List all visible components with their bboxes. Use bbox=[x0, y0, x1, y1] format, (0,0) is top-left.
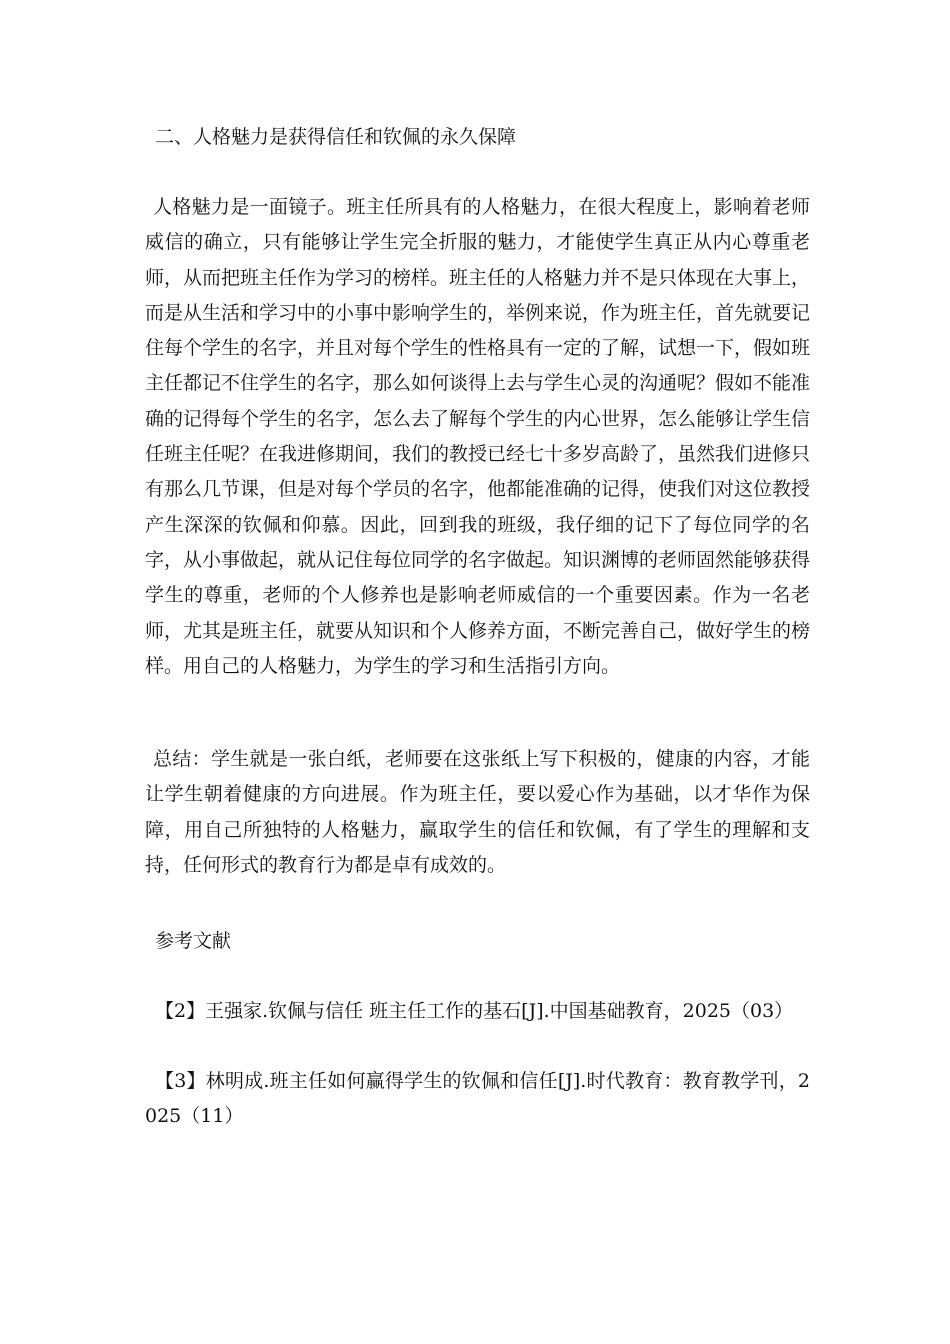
summary-paragraph: 总结：学生就是一张白纸，老师要在这张纸上写下积极的，健康的内容，才能让学生朝着健康的方向进展。作为班主任，要以爱心作为基础，以才华作为保障，用自己所独特的人格魅力，赢取学生的信任和钦佩，有了学生的理解和支持，任何形式的教育行为都是卓有成效的。 bbox=[145, 748, 810, 876]
section-heading: 二、人格魅力是获得信任和钦佩的永久保障 bbox=[155, 126, 517, 148]
body-paragraph: 人格魅力是一面镜子。班主任所具有的人格魅力，在很大程度上，影响着老师威信的确立，只有能够让学生完全折服的魅力，才能使学生真正从内心尊重老师，从而把班主任作为学习的榜样。班主任的人格魅力并不是只体现在大事上，而是从生活和学习中的小事中影响学生的，举例来说，作为班主任，首先就要记住每个学生的名字，并且对每个学生的性格具有一定的了解，试想一下，假如班主任都记不住学生的名字，那么如何谈得上去与学生心灵的沟通呢？假如不能准确的记得每个学生的名字，怎么去了解每个学生的内心世界，怎么能够让学生信任班主任呢？在我进修期间，我们的教授已经七十多岁高龄了，虽然我们进修只有那么几节课，但是对每个学员的名字，他都能准确的记得，使我们对这位教授产生深深的钦佩和仰慕。因此，回到我的班级，我仔细的记下了每位同学的名字，从小事做起，就从记住每位同学的名字做起。知识渊博的老师固然能够获得学生的尊重，老师的个人修养也是影响老师威信的一个重要因素。作为一名老师，尤其是班主任，就要从知识和个人修养方面，不断完善自己，做好学生的榜样。用自己的人格魅力，为学生的学习和生活指引方向。 bbox=[145, 196, 811, 677]
reference-item: 【2】王强家.钦佩与信任 班主任工作的基石[J].中国基础教育，2025（03） bbox=[155, 1000, 794, 1022]
reference-item: 【3】林明成.班主任如何赢得学生的钦佩和信任[J].时代教育：教育教学刊，2025（11） bbox=[145, 1070, 810, 1128]
references-title: 参考文献 bbox=[155, 930, 232, 952]
